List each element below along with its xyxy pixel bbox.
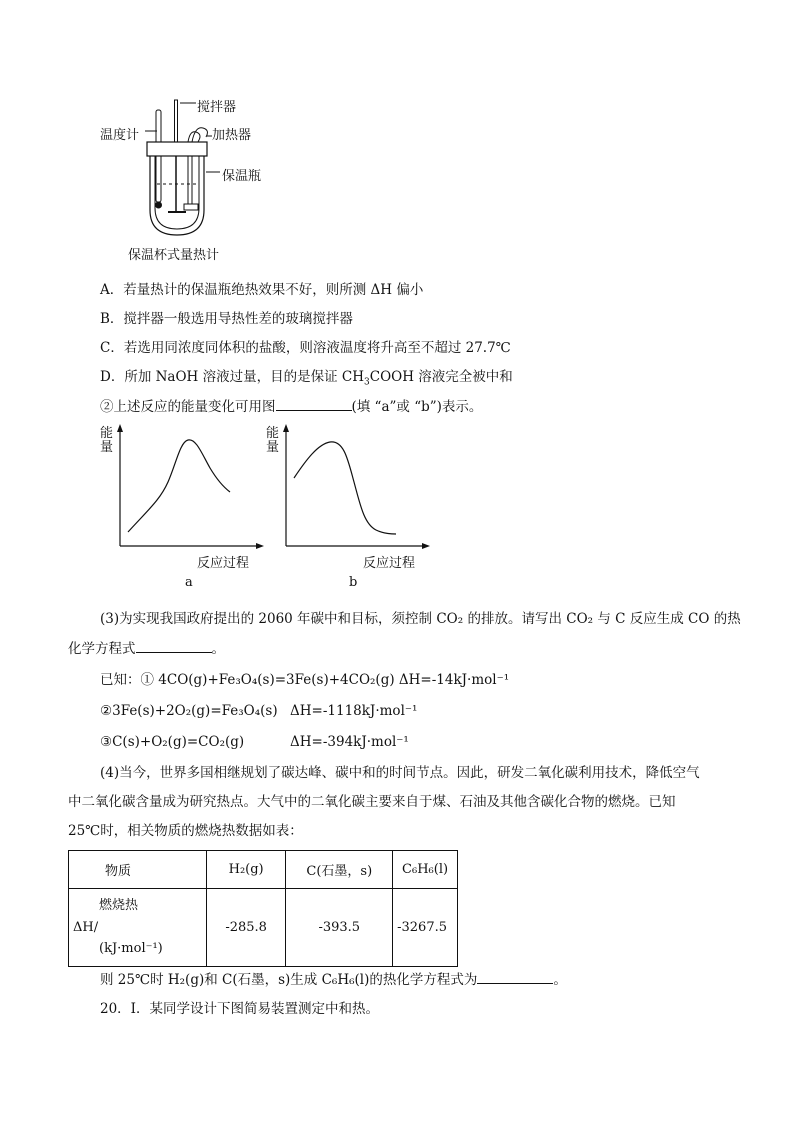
option-d-post: COOH 溶液完全被中和 bbox=[369, 369, 513, 385]
table-row-label-1: 燃烧热 bbox=[99, 898, 139, 914]
q20-line: 20．Ⅰ．某同学设计下图简易装置测定中和热。 bbox=[100, 1001, 380, 1017]
table-cell-benzene: -3267.5 bbox=[393, 889, 458, 967]
table-row-label bbox=[69, 889, 207, 967]
graph-b-caption: b bbox=[349, 575, 358, 590]
table-header-substance: 物质 bbox=[69, 851, 207, 889]
q3-line1: (3)为实现我国政府提出的 2060 年碳中和目标，须控制 CO₂ 的排放。请写出 CO₂ 与 C 反应生成 CO 的热 bbox=[100, 611, 741, 627]
q3-eq3-dh: ΔH=-394kJ·mol⁻¹ bbox=[290, 734, 409, 750]
q2-post: (填 “a”或 “b”)表示。 bbox=[351, 399, 483, 415]
table-header-graphite: C(石墨，s) bbox=[286, 851, 393, 889]
option-c: C．若选用同浓度同体积的盐酸，则溶液温度将升高至不超过 27.7℃ bbox=[100, 340, 511, 356]
table-header-row bbox=[69, 851, 458, 889]
graph-a-caption: a bbox=[185, 575, 193, 590]
option-d-sub: 3 bbox=[364, 377, 370, 388]
table-header-benzene: C₆H₆(l) bbox=[393, 851, 458, 889]
graph-b-ylabel: 能量 bbox=[266, 426, 280, 456]
q3-line2 bbox=[68, 640, 225, 657]
option-a: A．若量热计的保温瓶绝热效果不好，则所测 ΔH 偏小 bbox=[100, 282, 424, 298]
q4-answer-blank[interactable] bbox=[477, 971, 553, 984]
stirrer-label: 搅拌器 bbox=[197, 100, 237, 115]
q2-pre: ②上述反应的能量变化可用图 bbox=[100, 399, 276, 415]
q3-eq2: ②3Fe(s)+2O₂(g)=Fe₃O₄(s) bbox=[100, 703, 278, 719]
q4-line1: (4)当今，世界多国相继规划了碳达峰、碳中和的时间节点。因此，研发二氧化碳利用技术，降低空气 bbox=[100, 765, 700, 781]
table-row-label-2: ΔH/ bbox=[73, 919, 99, 935]
graph-a-ylabel: 能量 bbox=[100, 426, 114, 456]
q4-end bbox=[100, 971, 567, 988]
q4-line2: 中二氧化碳含量成为研究热点。大气中的二氧化碳主要来自于煤、石油及其他含碳化合物的燃烧。已知 bbox=[68, 794, 676, 810]
graph-a-xlabel: 反应过程 bbox=[197, 556, 250, 571]
table-cell-graphite: -393.5 bbox=[286, 889, 393, 967]
q3-answer-blank[interactable] bbox=[136, 640, 212, 653]
q3-eq3: ③C(s)+O₂(g)=CO₂(g) bbox=[100, 734, 245, 750]
graph-b-curve bbox=[294, 442, 396, 534]
option-b: B．搅拌器一般选用导热性差的玻璃搅拌器 bbox=[100, 311, 353, 327]
option-d bbox=[100, 369, 513, 388]
calorimeter-caption: 保温杯式量热计 bbox=[128, 248, 220, 263]
q2-answer-blank[interactable] bbox=[276, 398, 352, 411]
option-d-pre: D．所加 NaOH 溶液过量，目的是保证 CH bbox=[100, 369, 365, 385]
q3-line2-pre: 化学方程式 bbox=[68, 641, 136, 657]
q4-line3: 25℃时，相关物质的燃烧热数据如表： bbox=[68, 823, 303, 839]
graph-b-xlabel: 反应过程 bbox=[363, 556, 416, 571]
table-header-h2: H₂(g) bbox=[206, 851, 286, 889]
table-cell-h2: -285.8 bbox=[206, 889, 286, 967]
table-row-label-3: (kJ·mol⁻¹) bbox=[99, 941, 163, 957]
q4-end-post: 。 bbox=[553, 972, 567, 988]
q3-known: 已知：① 4CO(g)+Fe₃O₄(s)=3Fe(s)+4CO₂(g) ΔH=-14kJ·mol⁻¹ bbox=[100, 672, 510, 688]
q2-line bbox=[100, 398, 482, 415]
heater-label: 加热器 bbox=[212, 128, 252, 143]
graph-b bbox=[266, 420, 466, 570]
q3-line2-post: 。 bbox=[211, 641, 225, 657]
combustion-heat-table bbox=[68, 850, 458, 967]
table-row bbox=[69, 889, 458, 967]
flask-label: 保温瓶 bbox=[222, 169, 262, 184]
thermometer-label: 温度计 bbox=[100, 128, 140, 143]
q4-end-pre: 则 25℃时 H₂(g)和 C(石墨，s)生成 C₆H₆(l)的热化学方程式为 bbox=[100, 972, 478, 988]
q3-eq2-dh: ΔH=-1118kJ·mol⁻¹ bbox=[290, 703, 418, 719]
graph-a-curve bbox=[128, 440, 230, 532]
